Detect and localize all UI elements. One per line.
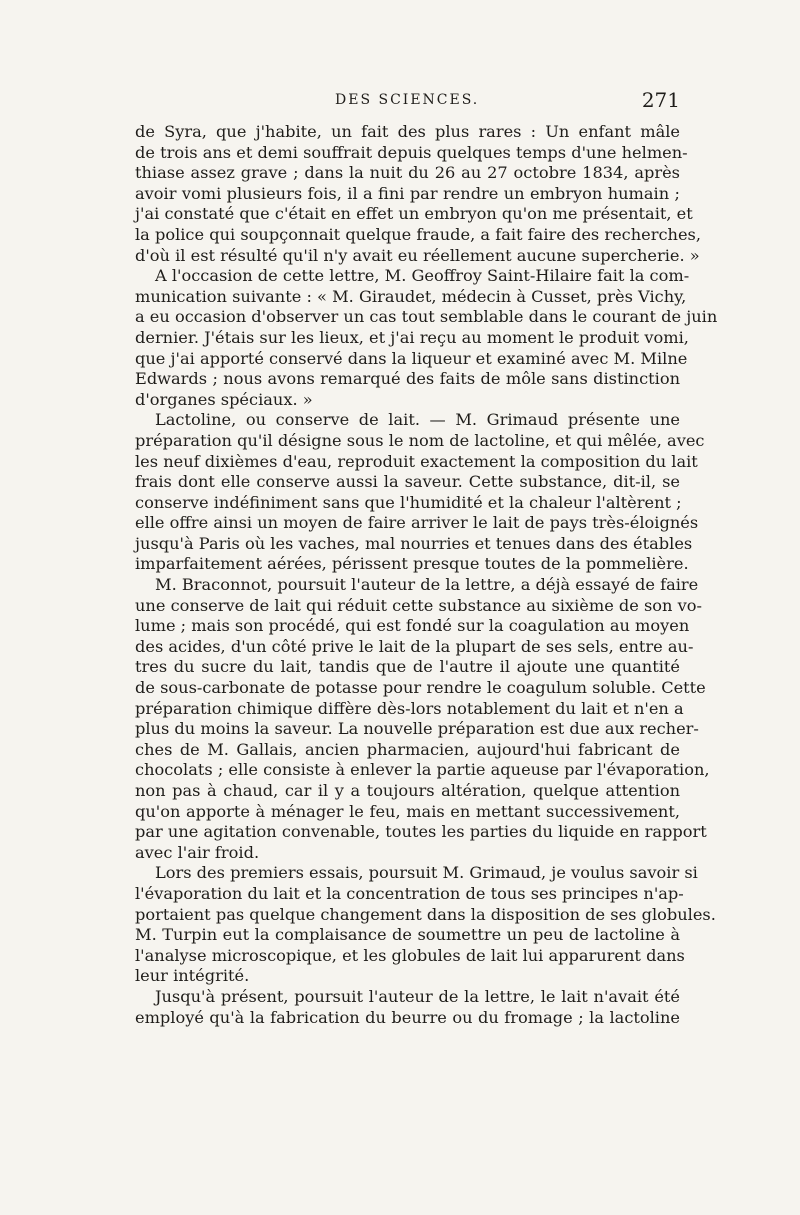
text-line: qu'on apporte à ménager le feu, mais en mettant successivement, [135,801,680,821]
text-line: jusqu'à Paris où les vaches, mal nourries et tenues dans des étables [135,533,693,553]
text-line: avec l'air froid. [135,842,260,862]
text-line: M. Braconnot, poursuit l'auteur de la lettre, a déjà essayé de faire [155,575,699,595]
text-line: par une agitation convenable, toutes les parties du liquide en rapport [135,822,707,842]
text-line: préparation qu'il désigne sous le nom de lactoline, et qui mêlée, avec [135,430,705,450]
text-line: l'évaporation du lait et la concentration de tous ses principes n'ap- [135,883,684,903]
text-line: chocolats ; elle consiste à enlever la partie aqueuse par l'évaporation, [135,760,710,780]
text-line: non pas à chaud, car il y a toujours altération, quelque attention [135,781,680,800]
text-line: de sous-carbonate de potasse pour rendre le coagulum soluble. Cette [135,678,706,698]
text-line: portaient pas quelque changement dans la disposition de ses globules. [135,904,716,924]
text-line: des acides, d'un côté prive le lait de la plupart de ses sels, entre au- [135,636,694,656]
body-text [135,122,718,1028]
text-line: Edwards ; nous avons remarqué des faits de môle sans distinction [135,369,680,389]
text-line: la police qui soupçonnait quelque fraude, a fait faire des recherches, [135,224,702,244]
text-line: de trois ans et demi souffrait depuis quelques temps d'une helmen- [135,142,688,162]
text-line: ches de M. Gallais, ancien pharmacien, aujourd'hui fabricant de [135,739,680,759]
text-line: frais dont elle conserve aussi la saveur. Cette substance, dit-il, se [135,472,680,492]
text-line: que j'ai apporté conservé dans la liqueur et examiné avec M. Milne [135,348,688,368]
text-line: munication suivante : « M. Giraudet, médecin à Cusset, près Vichy, [135,286,687,306]
running-head: DES SCIENCES. [335,92,480,108]
text-line: Lors des premiers essais, poursuit M. Grimaud, je voulus savoir si [155,863,698,883]
text-line: elle offre ainsi un moyen de faire arriver le lait de pays très-éloignés [135,513,699,533]
text-line: avoir vomi plusieurs fois, il a fini par rendre un embryon humain ; [135,183,680,203]
text-line: thiase assez grave ; dans la nuit du 26 au 27 octobre 1834, après [135,163,680,183]
text-line: l'analyse microscopique, et les globules de lait lui apparurent dans [135,945,685,965]
text-line: lume ; mais son procédé, qui est fondé sur la coagulation au moyen [135,616,690,636]
text-line: j'ai constaté que c'était en effet un embryon qu'on me présentait, et [135,204,693,224]
text-line: employé qu'à la fabrication du beurre ou du fromage ; la lactoline [135,1007,680,1027]
page-number: 271 [641,88,680,112]
text-line: leur intégrité. [135,966,250,986]
text-line: Jusqu'à présent, poursuit l'auteur de la lettre, le lait n'avait été [155,986,680,1006]
text-line: A l'occasion de cette lettre, M. Geoffroy Saint-Hilaire fait la com- [155,266,690,286]
page-header [135,88,680,118]
section-heading-line: Lactoline, ou conserve de lait. — M. Grimaud présente une [155,410,680,430]
text-line: de Syra, que j'habite, un fait des plus rares : Un enfant mâle [135,122,680,141]
text-line: a eu occasion d'observer un cas tout semblable dans le courant de juin [135,307,718,327]
text-line: préparation chimique diffère dès-lors notablement du lait et n'en a [135,698,684,718]
text-line: M. Turpin eut la complaisance de soumettre un peu de lactoline à [135,925,680,945]
text-line: plus du moins la saveur. La nouvelle préparation est due aux recher- [135,719,699,739]
text-line: d'organes spéciaux. » [135,389,313,409]
text-line: tres du sucre du lait, tandis que de l'autre il ajoute une quantité [135,657,680,677]
text-line: les neuf dixièmes d'eau, reproduit exactement la composition du lait [135,451,698,471]
text-line: dernier. J'étais sur les lieux, et j'ai reçu au moment le produit vomi, [135,327,689,347]
text-line: conserve indéfiniment sans que l'humidité et la chaleur l'altèrent ; [135,492,682,512]
text-line: d'où il est résulté qu'il n'y avait eu réellement aucune supercherie. » [135,245,700,265]
text-line: une conserve de lait qui réduit cette substance au sixième de son vo- [135,595,702,615]
text-line: imparfaitement aérées, périssent presque toutes de la pommelière. [135,554,689,574]
